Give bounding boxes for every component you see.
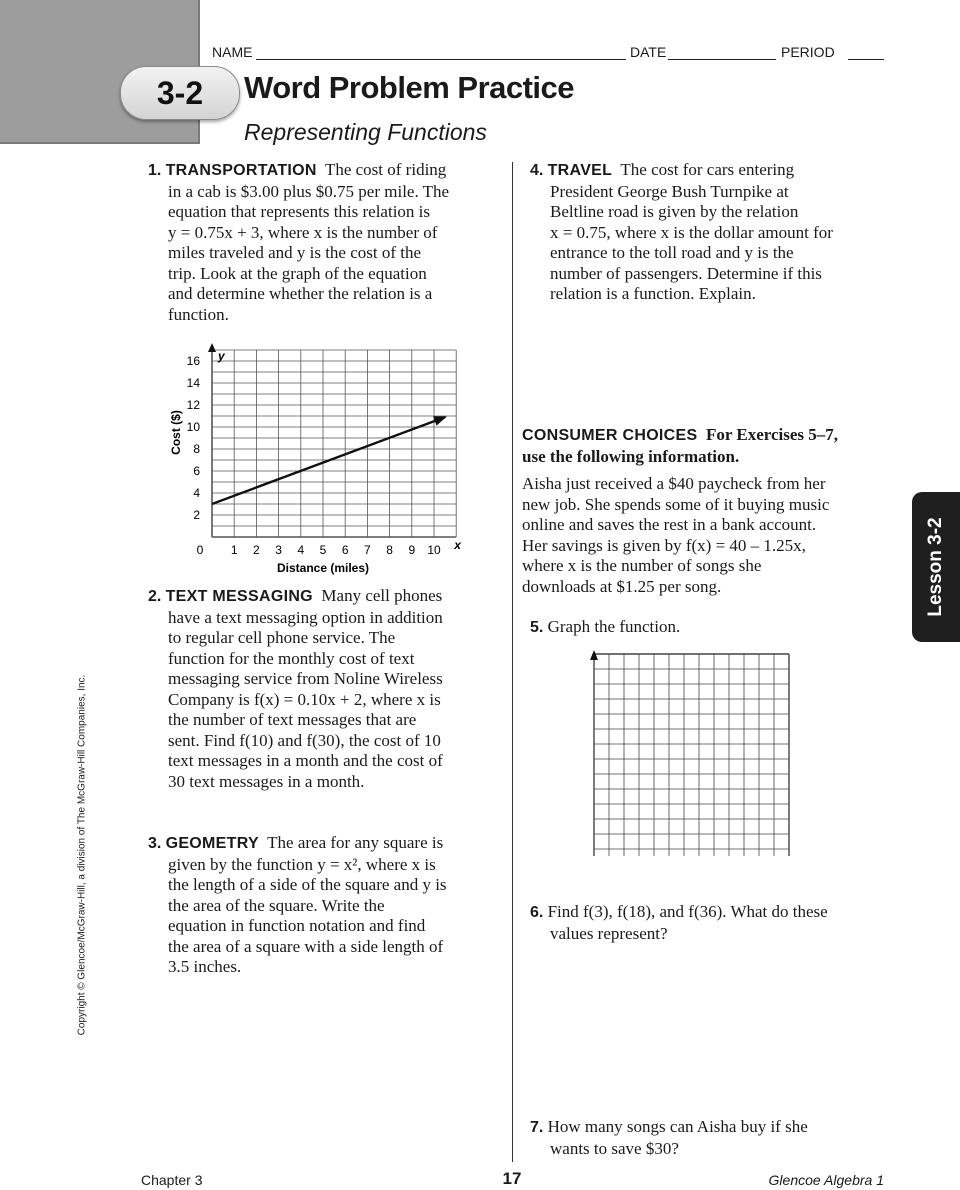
section-line: downloads at $1.25 per song. <box>522 576 722 596</box>
y-tick-label: 2 <box>193 508 200 522</box>
problem-line: Company is f(x) = 0.10x + 2, where x is <box>168 689 441 709</box>
problem-line: relation is a function. Explain. <box>550 284 756 303</box>
period-field-line[interactable] <box>848 59 884 60</box>
problem-line: the number of text messages that are <box>168 710 417 729</box>
x-tick-label: 4 <box>297 543 305 557</box>
section-intro: use the following information. <box>522 446 740 466</box>
problem-6 <box>530 902 900 944</box>
series-arrowhead <box>433 416 447 425</box>
problem-line: have a text messaging option in addition <box>168 607 443 627</box>
problem-line: and determine whether the relation is a <box>168 284 433 303</box>
section-line: Her savings is given by f(x) = 40 – 1.25x, <box>522 535 806 555</box>
page-title: Word Problem Practice <box>244 70 575 105</box>
section-intro: For Exercises 5–7, <box>705 425 839 444</box>
y-tick-label: 8 <box>193 442 200 456</box>
problem-line: function. <box>168 304 229 324</box>
problem-line: given by the function y = x², where x is <box>168 854 436 874</box>
date-field-line[interactable] <box>668 59 776 60</box>
x-axis-title: Distance (miles) <box>276 561 370 575</box>
period-label: PERIOD <box>781 44 835 60</box>
problem-line: The area for any square is <box>267 833 444 852</box>
y-tick-label: 16 <box>186 354 200 368</box>
copyright-notice: Copyright © Glencoe/McGraw-Hill, a division of The McGraw-Hill Companies, Inc. <box>76 674 88 1036</box>
cab-cost-graph <box>160 335 470 580</box>
series-line <box>212 417 445 504</box>
column-divider <box>512 162 513 1162</box>
problem-line: equation in function notation and find <box>168 916 426 935</box>
problem-line: 3.5 inches. <box>168 957 242 976</box>
x-tick-label: 10 <box>427 543 441 557</box>
footer-page-number: 17 <box>502 1169 522 1188</box>
problem-1 <box>148 160 508 325</box>
problem-number: 2. <box>148 588 162 605</box>
x-axis-letter: x <box>454 538 461 552</box>
graph-grid <box>212 350 456 537</box>
section-topic: CONSUMER CHOICES <box>522 427 698 444</box>
problem-line: President George Bush Turnpike at <box>550 181 789 201</box>
lesson-side-tab-label: Lesson 3-2 <box>925 517 946 617</box>
problem-line: number of passengers. Determine if this <box>550 263 822 283</box>
problem-3 <box>148 833 513 978</box>
problem-line: How many songs can Aisha buy if she <box>547 1117 808 1136</box>
problem-line: 30 text messages in a month. <box>168 771 365 791</box>
y-tick-label: 12 <box>186 398 200 412</box>
problem-number: 7. <box>530 1119 544 1136</box>
problem-topic: TRAVEL <box>547 162 613 179</box>
problem-line: Graph the function. <box>547 617 681 636</box>
problem-line: equation that represents this relation is <box>168 202 431 221</box>
problem-topic: TEXT MESSAGING <box>165 588 313 605</box>
y-axis-letter: y <box>218 349 225 363</box>
problem-topic: TRANSPORTATION <box>165 162 317 179</box>
y-tick-label: 10 <box>186 420 200 434</box>
problem-line: in a cab is $3.00 plus $0.75 per mile. The <box>168 181 450 201</box>
problem-line: text messages in a month and the cost of <box>168 751 443 770</box>
page-subtitle: Representing Functions <box>244 119 487 145</box>
x-tick-label: 3 <box>275 543 282 557</box>
x-tick-label: 2 <box>253 543 260 557</box>
x-tick-label: 9 <box>408 543 416 557</box>
x-tick-label: 8 <box>386 543 393 557</box>
problem-line: to regular cell phone service. The <box>168 628 396 647</box>
section-line: where x is the number of songs she <box>522 556 762 575</box>
date-label: DATE <box>630 44 667 60</box>
y-axis-title: Cost ($) <box>169 410 183 455</box>
problem-line: values represent? <box>550 923 668 943</box>
problem-line: messaging service from Noline Wireless <box>168 669 443 688</box>
section-line: Aisha just received a $40 paycheck from her <box>522 474 826 493</box>
problem-line: the length of a side of the square and y is <box>168 875 447 894</box>
consumer-choices-section <box>522 425 902 597</box>
problem-number: 1. <box>148 162 162 179</box>
blank-grid-axis-arrow <box>590 650 598 660</box>
x-tick-label: 5 <box>319 543 327 557</box>
problem-line: y = 0.75x + 3, where x is the number of <box>168 222 438 242</box>
problem-line: wants to save $30? <box>550 1138 679 1158</box>
problem-line: x = 0.75, where x is the dollar amount for <box>550 222 833 242</box>
problem-4 <box>530 160 900 305</box>
problem-line: Many cell phones <box>321 586 443 605</box>
footer-chapter: Chapter 3 <box>141 1172 203 1188</box>
problem-7 <box>530 1117 900 1159</box>
y-tick-label: 4 <box>193 486 200 500</box>
y-axis-arrow <box>208 343 216 352</box>
lesson-number-badge: 3-2 <box>120 66 240 120</box>
name-field-line[interactable] <box>256 59 626 60</box>
problem-number: 4. <box>530 162 544 179</box>
problem-line: Find f(3), f(18), and f(36). What do these <box>547 902 828 921</box>
problem-number: 5. <box>530 619 544 636</box>
blank-graph-grid[interactable] <box>582 644 862 856</box>
problem-line: the area of a square with a side length of <box>168 936 444 956</box>
problem-line: function for the monthly cost of text <box>168 648 415 668</box>
y-tick-label: 6 <box>193 464 200 478</box>
problem-line: entrance to the toll road and y is the <box>550 243 794 262</box>
section-line: online and saves the rest in a bank account. <box>522 515 817 534</box>
problem-line: The cost of riding <box>324 160 447 179</box>
footer-book-title: Glencoe Algebra 1 <box>768 1172 884 1188</box>
problem-line: trip. Look at the graph of the equation <box>168 263 427 283</box>
problem-2 <box>148 586 508 792</box>
problem-5 <box>530 617 900 639</box>
problem-line: the area of the square. Write the <box>168 895 385 915</box>
problem-line: Beltline road is given by the relation <box>550 202 799 221</box>
name-label: NAME <box>212 44 253 60</box>
x-tick-label: 0 <box>196 543 204 557</box>
problem-number: 3. <box>148 835 162 852</box>
problem-line: miles traveled and y is the cost of the <box>168 243 422 262</box>
problem-line: The cost for cars entering <box>620 160 795 179</box>
x-tick-label: 1 <box>230 543 238 557</box>
x-tick-label: 7 <box>364 543 371 557</box>
x-tick-label: 6 <box>341 543 349 557</box>
problem-topic: GEOMETRY <box>165 835 259 852</box>
y-tick-label: 14 <box>186 376 200 390</box>
section-line: new job. She spends some of it buying music <box>522 494 830 514</box>
problem-number: 6. <box>530 904 544 921</box>
problem-line: sent. Find f(10) and f(30), the cost of 10 <box>168 730 441 750</box>
